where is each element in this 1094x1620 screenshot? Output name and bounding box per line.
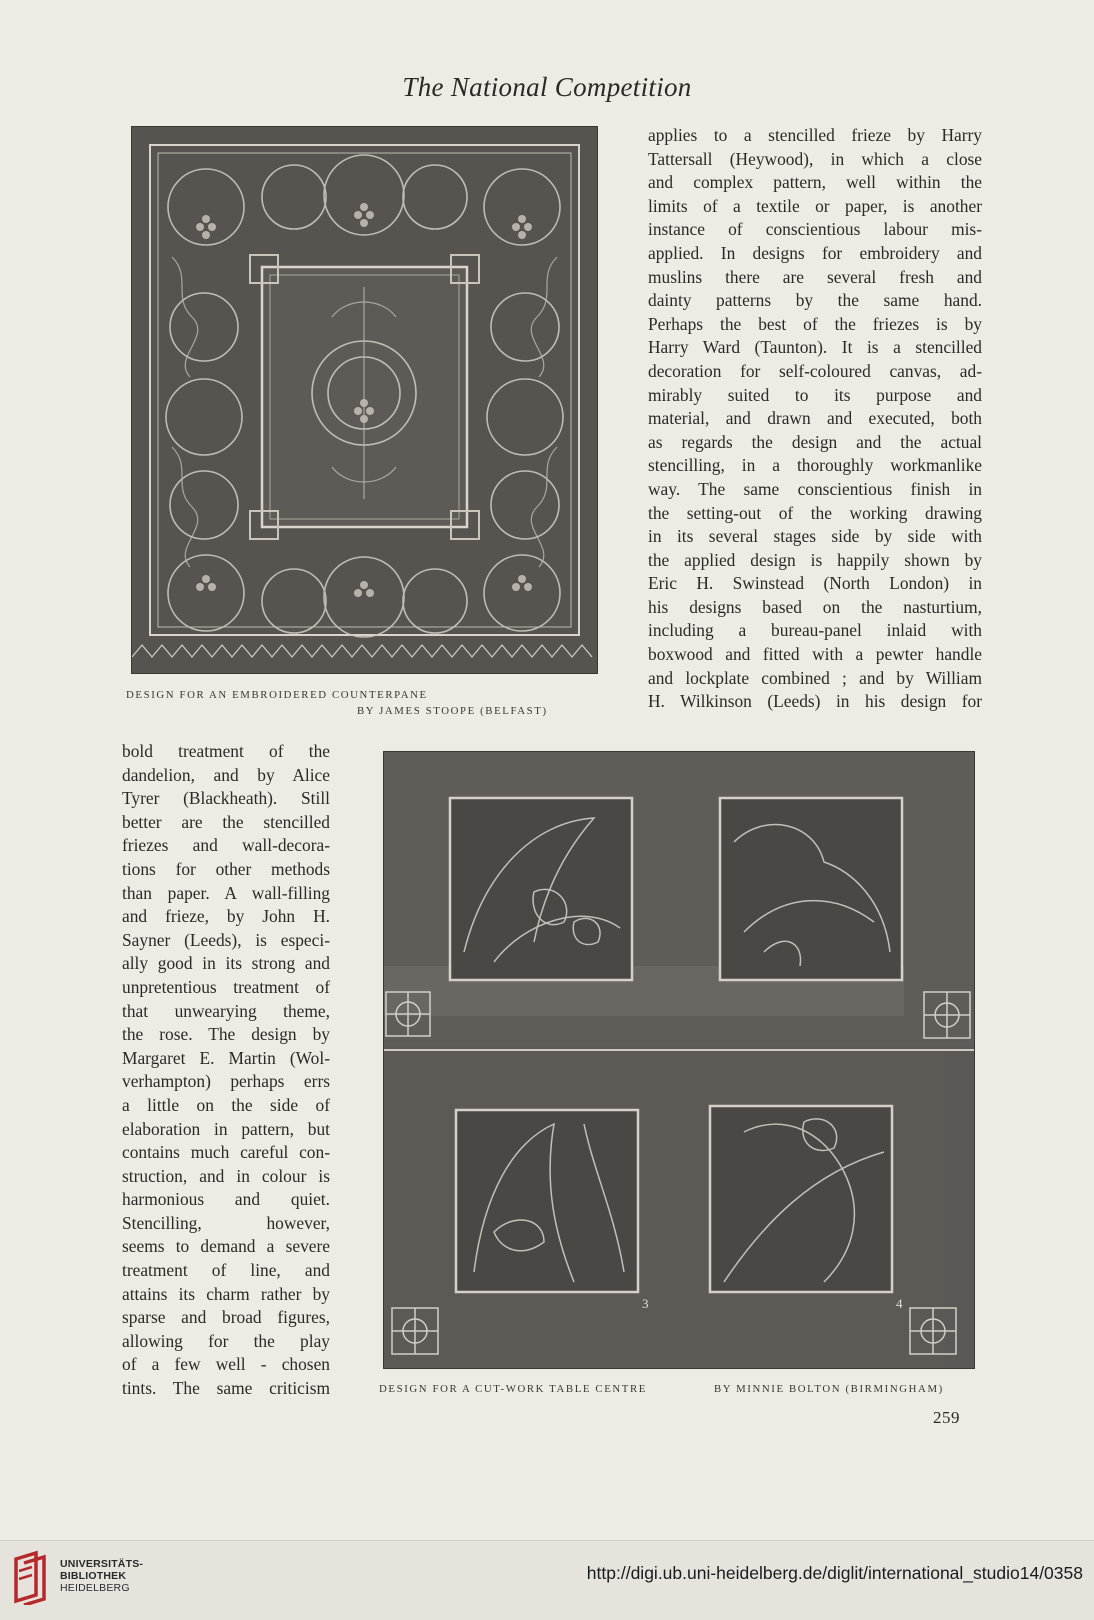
- text-line: harmonious and quiet.: [122, 1189, 330, 1210]
- library-name: [60, 1558, 143, 1594]
- text-line: contains much careful con-: [122, 1142, 330, 1163]
- text-line: the setting-out of the working drawing: [648, 502, 982, 523]
- text-line: and complex pattern, well within the: [648, 172, 982, 193]
- library-footer: [0, 1540, 1094, 1620]
- counterpane-design-plate: [132, 127, 597, 673]
- text-line: including a bureau-panel inlaid with: [648, 620, 982, 641]
- text-line: dandelion, and by Alice: [122, 764, 330, 785]
- figure2-caption-title: DESIGN FOR A CUT-WORK TABLE CENTRE: [379, 1383, 647, 1395]
- library-name-line: HEIDELBERG: [60, 1582, 130, 1594]
- text-line: stencilling, in a thoroughly workmanlike: [648, 455, 982, 476]
- text-line: verhampton) perhaps errs: [122, 1071, 330, 1092]
- panel-number-4: 4: [896, 1296, 903, 1311]
- text-line: his designs based on the nasturtium,: [648, 596, 982, 617]
- text-line: Perhaps the best of the friezes is by: [648, 313, 982, 334]
- text-line: Tyrer (Blackheath). Still: [122, 788, 330, 809]
- text-line: better are the stencilled: [122, 811, 330, 832]
- text-line: Eric H. Swinstead (North London) in: [648, 573, 982, 594]
- text-line: Margaret E. Martin (Wol-: [122, 1047, 330, 1068]
- text-line: friezes and wall-decora-: [122, 835, 330, 856]
- text-line: Tattersall (Heywood), in which a close: [648, 148, 982, 169]
- text-line: treatment of line, and: [122, 1260, 330, 1281]
- page-number: 259: [933, 1408, 960, 1427]
- right-text-paragraph: [648, 124, 982, 714]
- text-line: Stencilling, however,: [122, 1212, 330, 1233]
- table-centre-illustration: [384, 752, 974, 1368]
- text-line: bold treatment of the: [122, 741, 330, 761]
- text-line: attains its charm rather by: [122, 1283, 330, 1304]
- figure1-caption-title: DESIGN FOR AN EMBROIDERED COUNTERPANE: [126, 689, 428, 701]
- text-line: mirably suited to its purpose and: [648, 384, 982, 405]
- text-line: and frieze, by John H.: [122, 906, 330, 927]
- running-head: The National Competition: [402, 72, 692, 102]
- text-line: in its several stages side by side with: [648, 526, 982, 547]
- text-line: applies to a stencilled frieze by Harry: [648, 125, 982, 145]
- library-name-line: UNIVERSITÄTS-: [60, 1558, 144, 1570]
- text-line: seems to demand a severe: [122, 1236, 330, 1257]
- text-line: way. The same conscientious finish in: [648, 478, 982, 499]
- text-line: of a few well - chosen: [122, 1354, 330, 1375]
- text-line: than paper. A wall-filling: [122, 882, 330, 903]
- left-text-paragraph: [122, 740, 330, 1401]
- text-line: decoration for self-coloured canvas, ad-: [648, 360, 982, 381]
- figure1-caption-credit: BY JAMES STOOPE (BELFAST): [357, 705, 548, 717]
- text-line: and lockplate combined ; and by William: [648, 667, 982, 688]
- text-line: Harry Ward (Taunton). It is a stencilled: [648, 337, 982, 358]
- text-line: boxwood and fitted with a pewter handle: [648, 644, 982, 665]
- text-line: a little on the side of: [122, 1094, 330, 1115]
- table-centre-design-plate: [384, 752, 974, 1368]
- text-line: allowing for the play: [122, 1330, 330, 1351]
- text-line: sparse and broad figures,: [122, 1307, 330, 1328]
- library-name-line: BIBLIOTHEK: [60, 1570, 127, 1582]
- right-text-column: [648, 124, 982, 714]
- panel-number-3: 3: [642, 1296, 649, 1311]
- text-line: dainty patterns by the same hand.: [648, 290, 982, 311]
- library-logo[interactable]: [10, 1549, 180, 1609]
- text-line: tints. The same criticism: [122, 1378, 330, 1399]
- text-line: the applied design is happily shown by: [648, 549, 982, 570]
- text-line: struction, and in colour is: [122, 1165, 330, 1186]
- text-line: the rose. The design by: [122, 1024, 330, 1045]
- text-line: material, and drawn and executed, both: [648, 408, 982, 429]
- text-line: limits of a textile or paper, is another: [648, 195, 982, 216]
- text-line: that unwearying theme,: [122, 1000, 330, 1021]
- text-line: H. Wilkinson (Leeds) in his design for: [648, 691, 982, 712]
- source-url-link[interactable]: http://digi.ub.uni-heidelberg.de/diglit/international_studio14/0358: [586, 1563, 1083, 1583]
- counterpane-illustration: [132, 127, 597, 673]
- text-line: unpretentious treatment of: [122, 976, 330, 997]
- text-line: elaboration in pattern, but: [122, 1118, 330, 1139]
- left-text-column: [122, 740, 330, 1401]
- library-logo-icon: [10, 1549, 54, 1605]
- text-line: as regards the design and the actual: [648, 431, 982, 452]
- text-line: tions for other methods: [122, 858, 330, 879]
- text-line: muslins there are several fresh and: [648, 266, 982, 287]
- text-line: instance of conscientious labour mis-: [648, 219, 982, 240]
- text-line: applied. In designs for embroidery and: [648, 242, 982, 263]
- text-line: ally good in its strong and: [122, 953, 330, 974]
- figure2-caption-credit: BY MINNIE BOLTON (BIRMINGHAM): [714, 1383, 944, 1395]
- text-line: Sayner (Leeds), is especi-: [122, 929, 330, 950]
